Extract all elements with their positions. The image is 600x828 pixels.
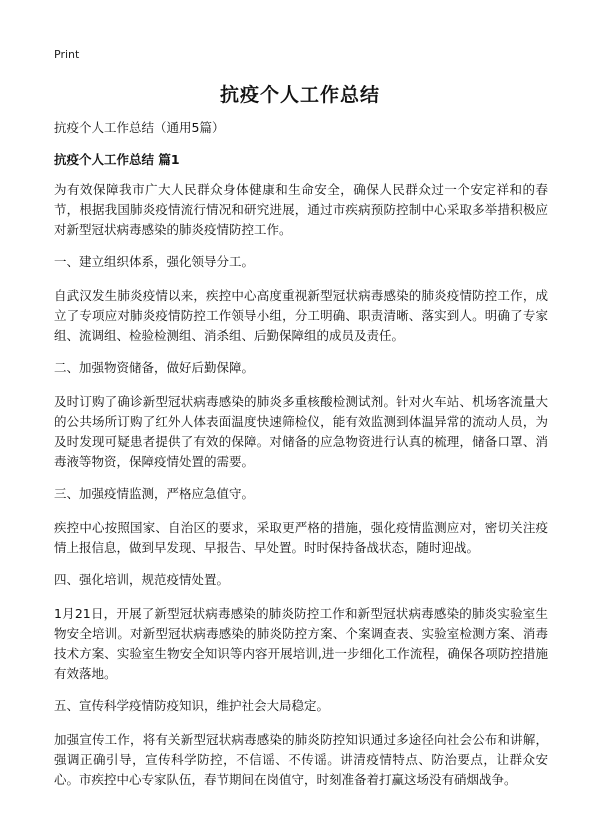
- section-heading-2: 二、加强物资储备，做好后勤保障。: [54, 360, 255, 375]
- section-body-5: 加强宣传工作，将有关新型冠状病毒感染的肺炎防控知识通过多途径向社会公布和讲解，强调正确引导，宣传科学防控，不信谣、不传谣。讲清疫情特点、防治要点，让群众安心。市疾控中心专家队伍，春节期间在岗值守，时刻准备着打赢这场没有硝烟战争。: [54, 732, 548, 787]
- section-body-2: 及时订购了确诊新型冠状病毒感染的肺炎多重核酸检测试剂。针对火车站、机场客流量大的公共场所订购了红外人体表面温度快速筛检仪，能有效监测到体温异常的流动人员，为及时发现可疑患者提供了有效的保障。对储备的应急物资进行认真的梳理，储备口罩、消毒液等物资，保障疫情处置的需要。: [54, 394, 548, 469]
- article-heading: 抗疫个人工作总结 篇1: [54, 152, 180, 167]
- section-body-1: 自武汉发生肺炎疫情以来，疾控中心高度重视新型冠状病毒感染的肺炎疫情防控工作，成立了专项应对肺炎疫情防控工作领导小组，分工明确、职责清晰、落实到人。明确了专家组、流调组、检验检测组、消杀组、后勤保障组的成员及责任。: [54, 288, 548, 343]
- section-heading-1: 一、建立组织体系，强化领导分工。: [54, 254, 255, 269]
- section-heading-3: 三、加强疫情监测，严格应急值守。: [54, 486, 255, 501]
- page-title: 抗疫个人工作总结: [219, 84, 380, 106]
- section-body-4: 1月21日，开展了新型冠状病毒感染的肺炎防控工作和新型冠状病毒感染的肺炎实验室生物安全培训。对新型冠状病毒感染的肺炎防控方案、个案调查表、实验室检测方案、消毒技术方案、实验室生物安全知识等内容开展培训,进一步细化工作流程，确保各项防控措施有效落地。: [54, 606, 548, 681]
- document-subtitle: 抗疫个人工作总结（通用5篇）: [54, 120, 225, 135]
- section-heading-4: 四、强化培训，规范疫情处置。: [54, 572, 230, 587]
- document-body: [54, 118, 548, 802]
- section-body-3: 疾控中心按照国家、自治区的要求，采取更严格的措施，强化疫情监测应对，密切关注疫情上报信息，做到早发现、早报告、早处置。时时保持备战状态，随时迎战。: [54, 520, 548, 555]
- intro-paragraph: 为有效保障我市广大人民群众身体健康和生命安全，确保人民群众过一个安定祥和的春节，根据我国肺炎疫情流行情况和研究进展，通过市疾病预防控制中心采取多举措积极应对新型冠状病毒感染的肺炎疫情防控工作。: [54, 182, 548, 237]
- section-heading-5: 五、宣传科学疫情防疫知识，维护社会大局稳定。: [54, 698, 330, 713]
- print-label: Print: [54, 48, 80, 61]
